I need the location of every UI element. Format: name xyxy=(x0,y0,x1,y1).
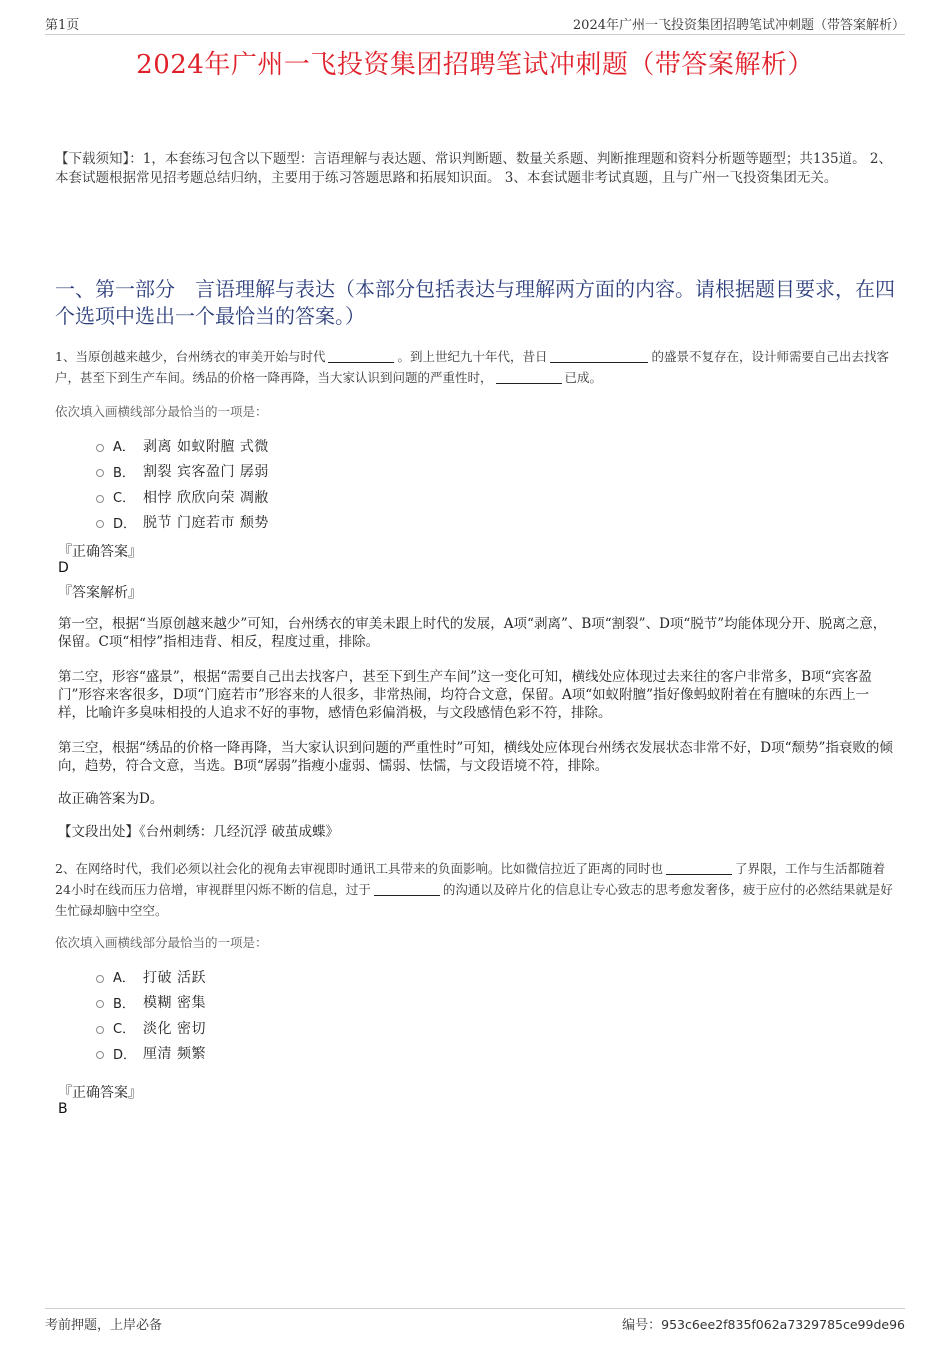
radio-button[interactable] xyxy=(96,520,104,528)
radio-button[interactable] xyxy=(96,1051,104,1059)
footer-code xyxy=(622,1314,905,1333)
stem-text: 了界限，工作与生活都随着24小时在线而压力倍增，审视群里闪烁不断的信息，过于 xyxy=(55,861,885,897)
answer-label: 『正确答案』 xyxy=(58,1085,142,1101)
header-doc-title: 2024年广州一飞投资集团招聘笔试冲刺题（带答案解析） xyxy=(572,18,905,33)
option-c[interactable]: C． 淡化 密切 xyxy=(96,1015,206,1041)
option-a[interactable]: A． 剥离 如蚁附膻 式微 xyxy=(96,433,269,459)
analysis-conclusion: 故正确答案为D。 xyxy=(58,791,164,807)
radio-button[interactable] xyxy=(96,444,104,452)
question-2-prompt: 依次填入画横线部分最恰当的一项是： xyxy=(55,935,268,950)
analysis-paragraph: 第一空，根据“当原创越来越少”可知，台州绣衣的审美未跟上时代的发展，A项“剥离”、B项“割裂”、D项“脱节”均能体现分开、脱离之意，保留。C项“相悖”指相违背、相反，程度过重，排除。 xyxy=(58,616,887,650)
question-2-stem xyxy=(55,858,900,921)
radio-button[interactable] xyxy=(96,1000,104,1008)
stem-text: 的盛景不复存在，设计师需要自己出去找客户，甚至下到生产车间。绣品的价格一降再降，当大家认识到问题的严重性时， xyxy=(55,349,889,385)
analysis-label: 『答案解析』 xyxy=(58,585,142,601)
page-footer xyxy=(45,1308,905,1333)
answer-label: 『正确答案』 xyxy=(58,544,142,560)
fill-blank xyxy=(550,348,648,363)
download-notice: 【下载须知】：1，本套练习包含以下题型：言语理解与表达题、常识判断题、数量关系题、判断推理题和资料分析题等题型；共135道。 2、本套试题根据常见招考题总结归纳，主要用于练习答题思路和拓展知识面。 3、本套试题非考试真题，且与广州一飞投资集团无关。 xyxy=(55,151,892,186)
stem-text: 1、当原创越来越少，台州绣衣的审美开始与时代 xyxy=(55,349,326,364)
option-a[interactable]: A． 打破 活跃 xyxy=(96,964,206,990)
code-label: 编号： xyxy=(622,1318,662,1333)
analysis-paragraph: 第三空，根据“绣品的价格一降再降，当大家认识到问题的严重性时”可知，横线处应体现台州绣衣发展状态非常不好，D项“颓势”指衰败的倾向，趋势，符合文意，当选。B项“孱弱”指瘦小虚弱、懦弱、怯懦，与文段语境不符，排除。 xyxy=(58,740,893,774)
option-b[interactable]: B． 模糊 密集 xyxy=(96,990,206,1016)
stem-text: 。到上世纪九十年代，昔日 xyxy=(397,349,548,364)
radio-button[interactable] xyxy=(96,975,104,983)
source-citation: 【文段出处】《台州刺绣：几经沉浮 破茧成蝶》 xyxy=(58,824,340,840)
footer-slogan: 考前押题，上岸必备 xyxy=(45,1318,163,1333)
question-1-options xyxy=(96,433,269,535)
question-2-options xyxy=(96,964,206,1066)
fill-blank xyxy=(328,348,394,363)
radio-button[interactable] xyxy=(96,1026,104,1034)
option-d[interactable]: D． 厘清 频繁 xyxy=(96,1041,206,1067)
fill-blank xyxy=(374,881,440,896)
stem-text: 已成。 xyxy=(564,370,603,385)
option-c[interactable]: C． 相悖 欣欣向荣 凋敝 xyxy=(96,484,269,510)
section-heading: 一、第一部分 言语理解与表达（本部分包括表达与理解两方面的内容。请根据题目要求，在四个选项中选出一个最恰当的答案。） xyxy=(55,277,895,328)
page-header xyxy=(45,14,905,35)
document-title: 2024年广州一飞投资集团招聘笔试冲刺题（带答案解析） xyxy=(136,50,814,80)
question-1-prompt: 依次填入画横线部分最恰当的一项是： xyxy=(55,404,268,419)
code-value: 953c6ee2f835f062a7329785ce99de96 xyxy=(661,1317,905,1332)
question-1-stem xyxy=(55,346,900,388)
option-b[interactable]: B． 割裂 宾客盈门 孱弱 xyxy=(96,459,269,485)
analysis-paragraph: 第二空，形容“盛景”，根据“需要自己出去找客户，甚至下到生产车间”这一变化可知，横线处应体现过去来往的客户非常多，B项“宾客盈门”形容来客很多，D项“门庭若市”形容来的人很多，非常热闹，均符合文意，保留。A项“如蚁附膻”指好像蚂蚁附着在有膻味的东西上一样，比喻许多臭味相投的人追求不好的事物，感情色彩偏消极，与文段感情色彩不符，排除。 xyxy=(58,669,872,721)
radio-button[interactable] xyxy=(96,495,104,503)
fill-blank xyxy=(666,860,732,875)
stem-text: 2、在网络时代，我们必须以社会化的视角去审视即时通讯工具带来的负面影响。比如微信拉近了距离的同时也 xyxy=(55,861,663,876)
answer-value: D xyxy=(58,560,69,576)
radio-button[interactable] xyxy=(96,469,104,477)
option-d[interactable]: D． 脱节 门庭若市 颓势 xyxy=(96,510,269,536)
stem-text: 的沟通以及碎片化的信息让专心致志的思考愈发奢侈，疲于应付的必然结果就是好生忙碌却脑中空空。 xyxy=(55,882,893,918)
fill-blank xyxy=(496,369,562,384)
page-number: 第1页 xyxy=(45,18,80,33)
answer-value: B xyxy=(58,1101,68,1117)
